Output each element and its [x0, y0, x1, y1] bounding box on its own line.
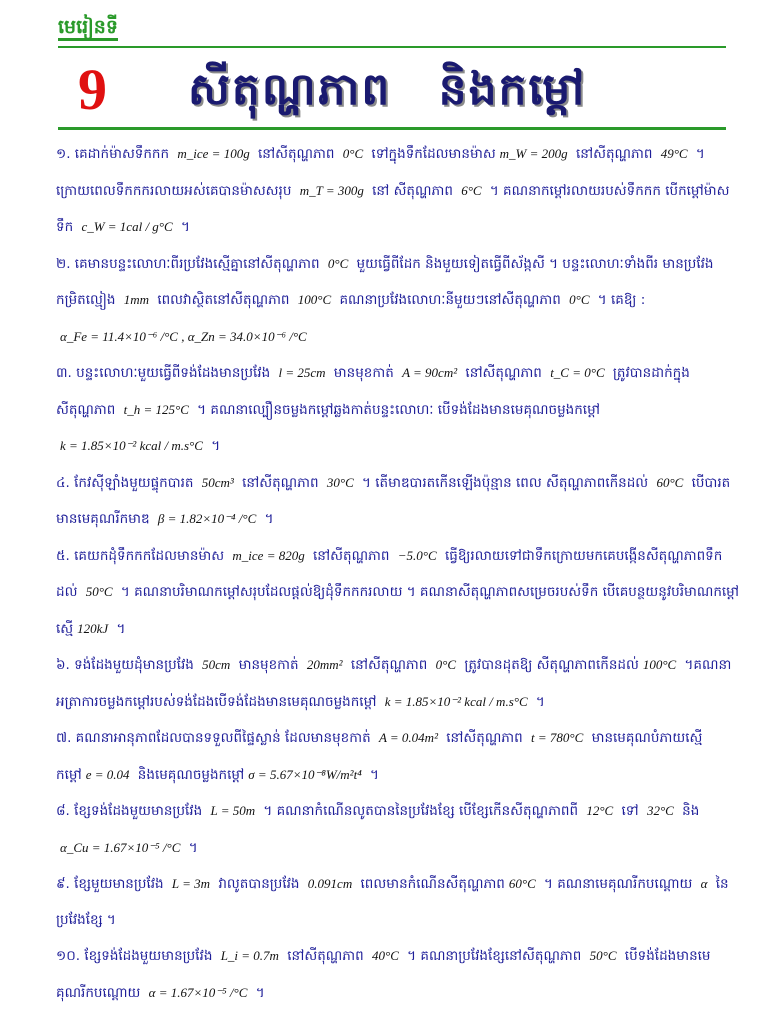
formula: k = 1.85×10⁻² kcal / m.s°C: [384, 693, 528, 709]
problem-text: ។ គណនាប្រវែងខ្សែនៅសីតុណ្ហភាព: [402, 948, 586, 964]
formula: t = 780°C: [531, 730, 584, 745]
problem-text: ។គណនាអត្រាការចម្លងកម្តៅរបស់ទង់ដែងបើទង់ដែងមានមេគុណចម្លងកម្តៅ: [56, 657, 732, 710]
problem-text: ។: [206, 438, 221, 454]
lesson-title: សីតុណ្ហភាព និងកម្តៅ: [188, 64, 587, 115]
formula: k = 1.85×10⁻² kcal / m.s°C: [60, 438, 203, 453]
problem-item: [56, 793, 740, 866]
problem-text: ។: [531, 693, 545, 710]
formula: 60°C: [508, 876, 536, 891]
formula: α_Cu = 1.67×10⁻⁵ /°C: [60, 839, 181, 855]
problem-number: ៨.: [56, 803, 70, 819]
problem-text: បន្ទះលោហៈមួយធ្វើពីទង់ដែងមានប្រវែង: [71, 365, 275, 381]
formula: 100°C: [642, 657, 677, 672]
problem-number: ៥.: [56, 547, 70, 564]
problem-text: ។ គណនាបរិមាណកម្តៅសរុបដែលផ្តល់ឱ្យដុំទឹកកករលាយ ។ គណនាសីតុណ្ហភាពសម្រេចរបស់ទឹក បើគេបន្ថយនូវបរិមាណកម្តៅស្មើ: [56, 584, 740, 637]
formula: 120kJ: [77, 620, 109, 636]
formula: e = 0.04: [85, 766, 130, 782]
problem-text: មានមេគុណបំភាយស្មើកម្តៅ: [56, 730, 703, 783]
header-top-rule: [58, 46, 726, 48]
problem-number: ៩.: [56, 876, 70, 892]
problem-text: ត្រូវបានដាក់ក្នុងសីតុណ្ហភាព: [56, 365, 690, 418]
problem-item: [56, 465, 740, 538]
problem-text: នៅសីតុណ្ហភាព: [253, 146, 339, 162]
formula: 50°C: [589, 948, 617, 963]
formula: 50cm: [202, 657, 231, 672]
problem-text: ទៅក្នុងទឹកដែលមានម៉ាស: [367, 146, 496, 162]
problem-text: មានមុខកាត់: [234, 657, 303, 673]
problem-text: គណនាប្រវែងលោហៈនីមួយៗនៅសីតុណ្ហភាព: [335, 292, 566, 308]
problem-number: ៣.: [56, 365, 72, 381]
problem-number: ៧.: [56, 730, 72, 746]
problem-text: ។ គណនាមេគុណរីកបណ្តោយ: [539, 876, 697, 892]
problem-text: ពេលវាស្ថិតនៅសីតុណ្ហភាព: [153, 292, 294, 308]
problem-text: ។: [365, 766, 379, 783]
problem-text: គណនាអានុភាពដែលបានទទួលពីផ្ទៃស្លាន់ ដែលមានមុខកាត់: [71, 730, 375, 746]
problem-number: ៤.: [56, 474, 70, 491]
problem-text: ខ្សែមួយមានប្រវែង: [69, 876, 168, 892]
problem-list: [56, 136, 740, 1024]
problem-text: ។: [260, 511, 274, 527]
problem-text: នៅសីតុណ្ហភាព: [308, 547, 394, 564]
formula: 30°C: [326, 474, 354, 490]
problem-text: នៅសីតុណ្ហភាព: [441, 730, 528, 746]
problem-text: ។ ក្រោយពេលទឹកកករលាយអស់គេបានម៉ាសសរុប: [56, 146, 705, 199]
problem-text: ។ គេឱ្យ :: [593, 292, 646, 308]
formula: 49°C: [660, 146, 688, 161]
formula: 0°C: [327, 255, 349, 271]
formula: 12°C: [586, 803, 614, 818]
formula: m_W = 200g: [499, 146, 568, 161]
problem-text: ទៅ: [617, 803, 643, 819]
problem-item: [56, 136, 740, 246]
formula: 50°C: [85, 584, 113, 599]
formula: l = 25cm: [278, 365, 326, 380]
formula: c_W = 1cal / g°C: [81, 219, 173, 234]
problem-text: នៅសីតុណ្ហភាព: [282, 948, 369, 964]
formula: σ = 5.67×10⁻⁸W/m²t⁴: [248, 766, 362, 782]
formula: 40°C: [372, 948, 399, 963]
formula: 20mm²: [306, 657, 343, 672]
problem-text: ។: [184, 839, 198, 856]
formula: 100°C: [297, 292, 332, 307]
problem-text: កែវស៊ីឡាំងមួយផ្ទុកបារត: [69, 474, 198, 491]
formula: α_Fe = 11.4×10⁻⁶ /°C , α_Zn = 34.0×10⁻⁶ /°C: [60, 328, 307, 344]
problem-text: ខ្សែទង់ដែងមួយមានប្រវែង: [80, 948, 217, 964]
formula: m_ice = 100g: [177, 146, 250, 161]
problem-number: ១០.: [56, 948, 81, 964]
problem-text: ទង់ដែងមួយដុំមានប្រវែង: [69, 657, 199, 673]
formula: β = 1.82×10⁻⁴ /°C: [157, 511, 257, 526]
problem-text: នៃប្រវែងខ្សែ ។: [56, 876, 729, 928]
problem-text: មួយធ្វើពីដែក និងមួយទៀតធ្វើពីស័ង្កសី ។ បន្ទះលោហៈទាំងពីរ មានប្រវែងកម្រិតល្មៀង: [56, 255, 714, 308]
problem-item: [56, 938, 740, 1011]
formula: L = 50m: [210, 803, 256, 818]
problem-text: នៅសីតុណ្ហភាព: [461, 365, 547, 381]
header-bottom-rule: [58, 127, 726, 130]
problem-text: គេយកដុំទឹកកកដែលមានម៉ាស: [69, 547, 229, 564]
problem-text: វាលូតបានប្រវែង: [214, 876, 304, 892]
problem-item: [56, 355, 740, 465]
formula: 0°C: [435, 657, 457, 672]
formula: m_ice = 820g: [232, 547, 305, 563]
problem-text: និង: [677, 803, 700, 819]
formula: 0.091cm: [307, 876, 353, 891]
problem-item: [56, 720, 740, 793]
problem-number: ១.: [56, 146, 71, 162]
formula: L = 3m: [171, 876, 211, 891]
problem-text: នៅសីតុណ្ហភាព: [237, 474, 323, 491]
problem-text: គេដាក់ម៉ាសទឹកកក: [70, 146, 174, 162]
formula: 0°C: [342, 146, 364, 161]
lesson-label: មេរៀនទី: [58, 16, 118, 41]
problem-text: នៅ សីតុណ្ហភាព: [367, 182, 458, 199]
formula: 50cm³: [201, 474, 234, 490]
formula: α: [700, 876, 708, 891]
problem-number: ៦.: [56, 657, 70, 673]
problem-number: ២.: [56, 255, 71, 272]
problem-text: នៅសីតុណ្ហភាព: [571, 146, 657, 162]
problem-text: ។ គណនាកម្តៅរលាយរបស់ទឹកកក បើកម្តៅម៉ាសទឹក: [56, 182, 730, 235]
problem-text: បើបារតមានមេគុណរីកមាឌ: [56, 474, 731, 527]
formula: 0°C: [569, 292, 590, 307]
problem-text: ។ គណនាកំណើនលូតបាននៃប្រវែងខ្សែ បើខ្សែកើនសីតុណ្ហភាពពី: [259, 803, 583, 819]
formula: −5.0°C: [397, 547, 437, 563]
formula: α = 1.67×10⁻⁵ /°C: [148, 984, 248, 1000]
problem-text: ខ្សែទង់ដែងមួយមានប្រវែង: [69, 803, 207, 819]
problem-item: [56, 866, 740, 938]
problem-text: ត្រូវបានដុតឱ្យ សីតុណ្ហភាពកើនដល់: [460, 657, 639, 673]
formula: A = 90cm²: [402, 365, 458, 380]
formula: 60°C: [656, 474, 684, 490]
problem-text: មានមុខកាត់: [329, 365, 399, 381]
formula: A = 0.04m²: [378, 730, 438, 745]
problem-item: [56, 538, 740, 648]
formula: 6°C: [461, 182, 482, 198]
problem-text: និងមេគុណចម្លងកម្តៅ: [133, 766, 245, 783]
problem-text: ធ្វើឱ្យរលាយទៅជាទឹកក្រោយមកគេបង្កើនសីតុណ្ហភាពទឹកដល់: [56, 547, 723, 600]
problem-text: ។ គណនាល្បឿនចម្លងកម្តៅឆ្លងកាត់បន្ទះលោហៈ បើទង់ដែងមានមេគុណចម្លងកម្តៅ: [192, 401, 600, 418]
formula: 1mm: [123, 292, 150, 307]
problem-text: នៅសីតុណ្ហភាព: [346, 657, 432, 673]
formula: t_h = 125°C: [123, 401, 189, 417]
problem-text: ។: [112, 620, 126, 637]
problem-text: ពេលមានកំណើនសីតុណ្ហភាព: [356, 876, 505, 892]
formula: t_C = 0°C: [550, 365, 605, 380]
problem-text: បើទង់ដែងមានមេគុណរីកបណ្តោយ: [56, 948, 711, 1001]
problem-item: [56, 246, 740, 356]
problem-text: គេមានបន្ទះលោហៈពីរប្រវែងស្មើគ្នានៅសីតុណ្ហភាព: [70, 255, 324, 272]
formula: m_T = 300g: [299, 182, 364, 198]
formula: L_i = 0.7m: [220, 948, 279, 963]
problem-text: ។ តើមាឌបារតកើនឡើងប៉ុន្មាន ពេល សីតុណ្ហភាពកើនដល់: [357, 474, 653, 491]
formula: 32°C: [646, 803, 674, 818]
problem-text: ។: [176, 219, 190, 235]
problem-text: ។: [251, 984, 265, 1001]
lesson-number: 9: [78, 57, 107, 122]
problem-item: [56, 647, 740, 720]
